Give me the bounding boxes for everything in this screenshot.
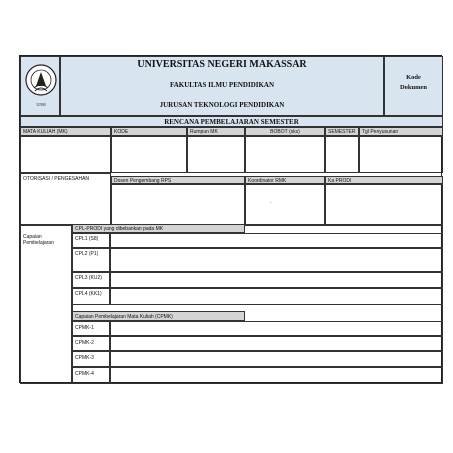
input-kode[interactable] (111, 136, 187, 173)
cpmk-row-value[interactable] (110, 351, 443, 367)
department-name: JURUSAN TEKNOLOGI PENDIDIKAN (159, 101, 285, 109)
koordinator-header: Koordinator RMK (245, 176, 325, 184)
dot-mark: . (270, 199, 272, 205)
doc-code-cell (384, 56, 443, 116)
input-mata-kuliah[interactable] (20, 136, 111, 173)
col-bobot: BOBOT (sks) (245, 127, 325, 136)
doc-code-label: Kode Dokumen (399, 74, 428, 91)
kaprodi-header: Ka PRODI (325, 176, 443, 184)
faculty-name: FAKULTAS ILMU PENDIDIKAN (169, 81, 275, 89)
logo-cell (20, 56, 60, 116)
cpmk-row: CPMK-3 (72, 351, 110, 367)
dosen-header: Dosen Pengembang RPS (111, 176, 245, 184)
cpmk-row: CPMK-4 (72, 367, 110, 384)
cpmk-header: Capaian Pembelajaran Mata Kuliah (CPMK) (72, 311, 245, 321)
input-bobot[interactable] (245, 136, 325, 173)
cpmk-row-value[interactable] (110, 367, 443, 384)
cpl-row: CPL2 (P1) (72, 248, 110, 272)
form-title-cell (20, 116, 443, 127)
kaprodi-signature[interactable] (325, 184, 443, 225)
input-rumpun[interactable] (187, 136, 245, 173)
col-mata-kuliah: MATA KULIAH (MK) (20, 127, 111, 136)
cpl-row-value[interactable] (110, 272, 443, 288)
cpl-row-value[interactable] (110, 248, 443, 272)
university-name: UNIVERSITAS NEGERI MAKASSAR (137, 59, 307, 70)
col-kode: KODE (111, 127, 187, 136)
cpmk-row-value[interactable] (110, 336, 443, 351)
col-rumpun: Rumpun MK (187, 127, 245, 136)
cpl-row: CPL4 (KK1) (72, 288, 110, 305)
rps-form (19, 55, 442, 383)
cpl-row: CPL1 (S8) (72, 233, 110, 248)
cpmk-row-value[interactable] (110, 321, 443, 336)
cpmk-row: CPMK-2 (72, 336, 110, 351)
university-logo (24, 60, 58, 112)
koordinator-signature[interactable] (245, 184, 325, 225)
cpl-row-value[interactable] (110, 233, 443, 248)
dosen-signature[interactable] (111, 184, 245, 225)
cpmk-row: CPMK-1 (72, 321, 110, 336)
capaian-label: Capaian Pembelajaran (20, 225, 72, 384)
cpl-row-value[interactable] (110, 288, 443, 305)
col-semester: SEMESTER (325, 127, 359, 136)
col-tgl: Tgl Penyusunan (359, 127, 443, 136)
cpl-row: CPL3 (KU2) (72, 272, 110, 288)
form-title: RENCANA PEMBELAJARAN SEMESTER (164, 118, 299, 126)
cpl-header: CPL-PRODI yang dibebankan pada MK (72, 224, 245, 233)
input-semester[interactable] (325, 136, 359, 173)
input-tgl[interactable] (359, 136, 443, 173)
logo-abbr: UNM (36, 102, 46, 107)
title-cell (60, 56, 384, 116)
otorisasi-label: OTORISASI / PENGESAHAN (20, 173, 111, 225)
